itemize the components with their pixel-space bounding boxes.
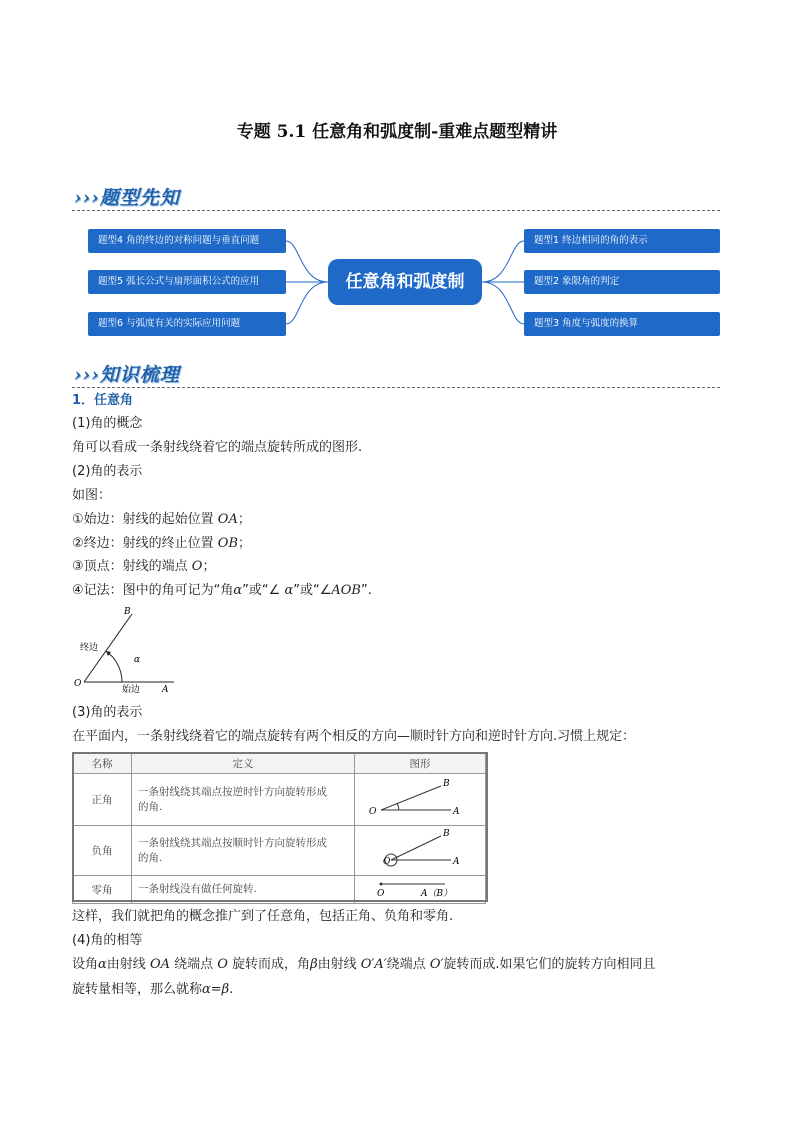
table-row bbox=[73, 876, 486, 904]
text: 绕端点 bbox=[386, 957, 430, 972]
paragraph-text: 在平面内，一条射线绕着它的端点旋转有两个相反的方向—顺时针方向和逆时针方向.习惯上规定： bbox=[72, 729, 636, 744]
table-cell-figure bbox=[355, 826, 486, 876]
table-row bbox=[73, 774, 486, 826]
math-var: OB bbox=[217, 536, 239, 551]
math-var: α bbox=[98, 957, 107, 972]
def-line: 一条射线绕其端点按顺时针方向旋转形成 bbox=[138, 836, 327, 849]
list-item-text: ④记法：图中的角可记为“角 bbox=[72, 583, 234, 598]
table-row bbox=[73, 826, 486, 876]
math-var: O bbox=[217, 957, 228, 972]
mindmap-topic-4[interactable]: 题型4 角的终边的对称问题与垂直问题 bbox=[88, 229, 286, 253]
mindmap-center[interactable]: 任意角和弧度制 bbox=[328, 259, 482, 305]
subsection-heading: 1．任意角 bbox=[72, 393, 134, 408]
negative-angle-figure bbox=[355, 826, 475, 872]
list-item bbox=[72, 559, 215, 575]
label-initial: 始边 bbox=[122, 685, 141, 695]
def-line: 一条射线绕其端点按逆时针方向旋转形成 bbox=[138, 785, 327, 798]
dashed-divider bbox=[72, 387, 720, 388]
math-var: O′A′ bbox=[360, 957, 387, 972]
section-heading-knowledge: ›››知识梳理 bbox=[74, 364, 180, 386]
table-cell-name: 负角 bbox=[73, 826, 132, 876]
section-heading-preview: ›››题型先知 bbox=[74, 187, 180, 209]
table-cell-name: 零角 bbox=[73, 876, 132, 904]
text: 由射线 bbox=[106, 957, 150, 972]
text: 旋转量相等，那么就称 bbox=[72, 982, 203, 997]
paragraph-title: (2)角的表示 bbox=[72, 464, 143, 479]
list-item-text: ； bbox=[202, 559, 216, 574]
list-item bbox=[72, 583, 372, 599]
label-B: B bbox=[443, 829, 450, 839]
def-line: 的角. bbox=[138, 851, 163, 864]
positive-angle-figure bbox=[355, 774, 475, 822]
list-item bbox=[72, 512, 251, 528]
text: 旋转而成，角 bbox=[227, 957, 311, 972]
list-item bbox=[72, 536, 251, 552]
zero-angle-figure bbox=[355, 876, 475, 900]
table-cell-def bbox=[132, 826, 355, 876]
mindmap-topic-5[interactable]: 题型5 弧长公式与扇形面积公式的应用 bbox=[88, 270, 286, 294]
math-var: AOB bbox=[331, 583, 361, 598]
def-line: 的角. bbox=[138, 800, 163, 813]
table-header: 图形 bbox=[355, 753, 486, 774]
mindmap-topic-1[interactable]: 题型1 终边相同的角的表示 bbox=[524, 229, 720, 253]
table-header: 定义 bbox=[132, 753, 355, 774]
label-AB: A（B） bbox=[421, 889, 453, 899]
list-item-text: ①始边：射线的起始位置 bbox=[72, 512, 218, 527]
label-O: O bbox=[383, 857, 391, 867]
text: 旋转而成.如果它们的旋转方向相同且 bbox=[443, 957, 656, 972]
math-var: OA bbox=[149, 957, 170, 972]
paragraph-text: 如图： bbox=[72, 488, 112, 503]
paragraph-text: 这样，我们就把角的概念推广到了任意角，包括正角、负角和零角. bbox=[72, 909, 454, 924]
table-cell-figure bbox=[355, 876, 486, 904]
text: 设角 bbox=[72, 957, 99, 972]
math-var: α bbox=[233, 583, 243, 598]
math-var: β bbox=[310, 957, 318, 972]
paragraph-text bbox=[72, 957, 656, 973]
math-var: OA bbox=[217, 512, 238, 527]
def-line: 一条射线没有做任何旋转. bbox=[138, 883, 257, 895]
math-var: O′ bbox=[429, 957, 444, 972]
label-O: O bbox=[369, 807, 377, 817]
table-header: 名称 bbox=[73, 753, 132, 774]
list-item-text: ”或“∠ bbox=[293, 583, 332, 598]
label-O: O bbox=[377, 889, 385, 899]
list-item-text: ； bbox=[238, 536, 252, 551]
mindmap-topic-3[interactable]: 题型3 角度与弧度的换算 bbox=[524, 312, 720, 336]
table-cell-name: 正角 bbox=[73, 774, 132, 826]
list-item-text: ”. bbox=[360, 583, 372, 598]
label-alpha: α bbox=[134, 655, 141, 665]
list-item-text: ③顶点：射线的端点 bbox=[72, 559, 192, 574]
text: 绕端点 bbox=[169, 957, 218, 972]
label-A: A bbox=[453, 807, 460, 817]
label-A: A bbox=[162, 685, 169, 695]
angle-figure bbox=[70, 604, 190, 696]
table-cell-figure bbox=[355, 774, 486, 826]
list-item-text: ②终边：射线的终止位置 bbox=[72, 536, 218, 551]
table-cell-def bbox=[132, 876, 355, 904]
label-B: B bbox=[124, 607, 131, 617]
label-B: B bbox=[443, 779, 450, 789]
label-O: O bbox=[74, 679, 82, 689]
paragraph-title: (4)角的相等 bbox=[72, 933, 143, 948]
math-expr: α=β bbox=[202, 982, 230, 997]
mindmap-connectors bbox=[0, 0, 794, 360]
list-item-text: ； bbox=[237, 512, 251, 527]
list-item-text: ”或“∠ bbox=[242, 583, 285, 598]
mindmap-topic-6[interactable]: 题型6 与弧度有关的实际应用问题 bbox=[88, 312, 286, 336]
math-var: α bbox=[284, 583, 294, 598]
text: 由射线 bbox=[317, 957, 361, 972]
label-terminal: 终边 bbox=[80, 643, 99, 653]
table-cell-def bbox=[132, 774, 355, 826]
label-A: A bbox=[453, 857, 460, 867]
paragraph-title: (3)角的表示 bbox=[72, 705, 143, 720]
math-var: O bbox=[191, 559, 203, 574]
page-title: 专题 5.1 任意角和弧度制-重难点题型精讲 bbox=[236, 122, 558, 142]
mindmap-topic-2[interactable]: 题型2 象限角的判定 bbox=[524, 270, 720, 294]
text: . bbox=[229, 982, 234, 997]
paragraph-title: (1)角的概念 bbox=[72, 416, 143, 431]
paragraph-text bbox=[72, 982, 233, 998]
angle-types-table bbox=[72, 752, 486, 904]
paragraph-text: 角可以看成一条射线绕着它的端点旋转所成的图形. bbox=[72, 440, 363, 455]
table-header-row bbox=[73, 753, 486, 774]
